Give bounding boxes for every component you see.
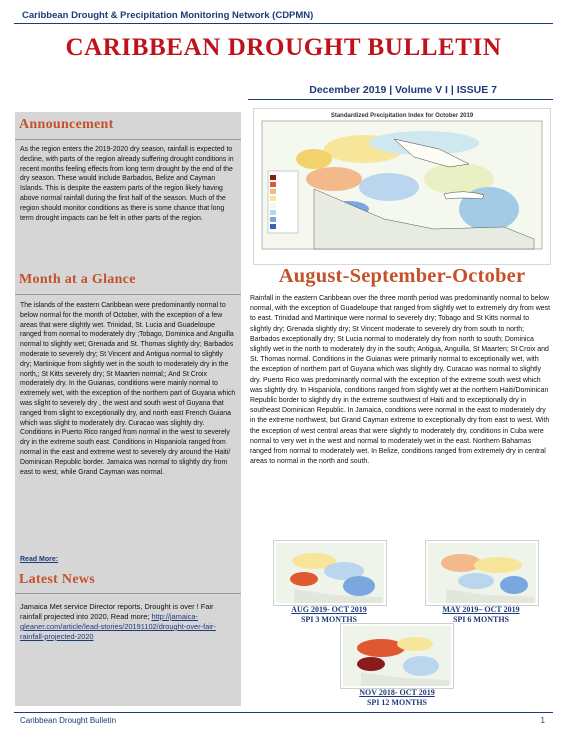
- spi-3-caption-line1: AUG 2019- OCT 2019: [291, 605, 367, 614]
- news-link[interactable]: http://jamaica-gleaner.com/article/lead-stories/20191102/drought-over-fair-rainfall-projected-2020: [20, 612, 216, 641]
- section-text: Rainfall in the eastern Caribbean over the three month period was predominantly normal to below normal, with the exception of Guadeloupe that ranged from slightly wet to extremely dry from west to east. Trinidad and Martinique were normal to severely dry; Tobago and St Kitts normal to slightly dry; Grenada slightly dry; St Vincent moderate to severely dry from south to north; Barbados exceptionally dry; St Lucia normal to moderately dry from north to south; Dominica slightly wet in the north to moderately dry in the south; Antigua, Anguilla, St Maarten; St Croix and St. Thomas normal. Conditions in the Guianas were primarily normal to exceptionally wet, with the exception of northern part of Guyana which was slightly dry. Curacao was normal to slightly dry. Puerto Rico was predominantly normal with the exception of the extreme south west which was slightly dry. In Hispaniola, conditions ranged from slightly wet at the northern Haiti/Dominican Republic border to slightly dry in the extreme southwest of Haiti and to exceptionally dry in southeast Dominican Republic. In Jamaica, conditions were normal in the east to moderately dry in the extreme northwest, but Grand Cayman extreme to exceptionally dry from east to west. With the exception of west central areas that were slightly to moderately dry, conditions in Cuba were normal to very wet in the west and normal to moderately wet in the east. Northern Bahamas ranged from normal to moderately wet. In Belize, conditions ranged from extremely dry in central areas to normal in the north and south.: [250, 295, 550, 466]
- section-heading: August-September-October: [278, 265, 526, 287]
- footer-label: Caribbean Drought Bulletin: [20, 716, 117, 725]
- news-rule: [15, 593, 241, 594]
- bulletin-title: CARIBBEAN DROUGHT BULLETIN: [65, 34, 502, 61]
- spi-3-month-map: [273, 540, 387, 606]
- spi-6-caption-line1: MAY 2019– OCT 2019: [442, 605, 520, 614]
- spi-12-caption-line2: SPI 12 MONTHS: [366, 698, 427, 707]
- spi-6-month-map: [425, 540, 539, 606]
- news-body: Jamaica Met service Director reports, Drought is over ! Fair rainfall projected into 2020, Read more;: [20, 602, 214, 621]
- sidebar: [15, 112, 241, 706]
- glance-rule: [15, 294, 241, 295]
- spi-12-month-map: [340, 623, 454, 689]
- spi-12-caption: [327, 688, 467, 708]
- spi-6-caption: [411, 605, 551, 625]
- spi-map-graphic: [254, 109, 550, 264]
- spi-map: [253, 108, 551, 265]
- header-rule: [14, 23, 553, 24]
- spi-3-caption: [259, 605, 399, 625]
- footer-rule: [14, 712, 553, 713]
- spi-12-caption-line1: NOV 2018- OCT 2019: [359, 688, 435, 697]
- news-text: [20, 602, 236, 642]
- issue-rule: [248, 99, 553, 100]
- glance-text: The islands of the eastern Caribbean were predominantly normal to below normal for the month of October, with the exception of a few areas that were slightly wet. Trinidad, St. Lucia and Guadeloupe ranged from normal to moderately dry ;Tobago, Dominica and Anguilla normal to slightly wet; Grenada and St. Thomas slightly dry; Barbados moderate to severely dry; St Vincent and Antigua normal to slightly dry; Martinique from slightly wet in the south to moderately dry in the north,; St Kitts severely dry; St Maarten normal;; And St Croix moderately dry. In the Guianas, conditions were mainly normal to extremely wet, with the exception of the northern part of Guyana which was slight to severely dry , the west and south west of Guyana that ranged from slight to exceptionally dry, and north east French Guiana which was slight to moderately dry. Curacao was slightly dry. Conditions in Puerto Rico ranged from normal in the west to severely dry in the extreme south east. Conditions in Hispaniola ranged from normal in the east and extreme west to severely dry around the Haiti/ Dominican Republic border. Jamaica was normal to slightly dry from east to west, while Grand Cayman was normal.: [20, 302, 236, 476]
- issue-info: December 2019 | Volume V I | ISSUE 7: [309, 84, 497, 96]
- spi-3-month-graphic: [274, 541, 386, 605]
- spi-12-month-graphic: [341, 624, 453, 688]
- announcement-rule: [15, 139, 241, 140]
- spi-6-caption-line2: SPI 6 MONTHS: [452, 615, 509, 624]
- news-heading: Latest News: [19, 572, 96, 587]
- network-name: Caribbean Drought & Precipitation Monitoring Network (CDPMN): [22, 10, 314, 21]
- map-title: Standardized Precipitation Index for October 2019: [330, 113, 474, 119]
- spi-6-month-graphic: [426, 541, 538, 605]
- glance-heading: Month at a Glance: [19, 272, 136, 287]
- announcement-text: As the region enters the 2019-2020 dry season, rainfall is expected to decline, with parts of the region already suffering drought conditions in recent months feeling effects from long term drought by the end of the dry season. These would include Barbados, Belize and Cayman Islands. This is despite the eastern parts of the region likely having above normal rainfall during the first half of the season. Much of the region should monitor conditions as there is some chance that long term drought impacts can be felt in other parts of the region.: [20, 146, 234, 222]
- announcement-heading: Announcement: [19, 117, 114, 132]
- spi-3-caption-line2: SPI 3 MONTHS: [300, 615, 357, 624]
- page-number: 1: [540, 716, 545, 725]
- read-more-link[interactable]: Read More:: [20, 556, 59, 563]
